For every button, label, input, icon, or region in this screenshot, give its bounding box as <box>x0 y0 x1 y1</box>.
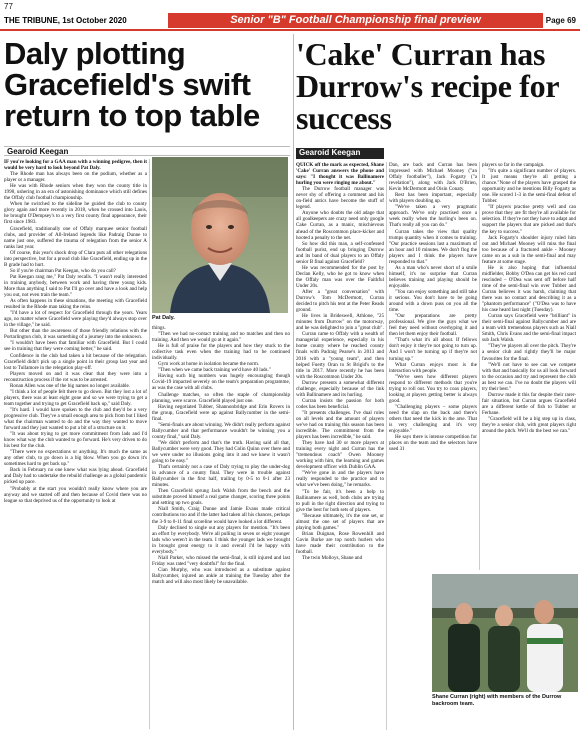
paragraph: Dan, are back and Curran has been impressed with Michael Mooney ("an Offaly footballer"), Jack Fogarty ("a revelation"), along with Jack O'Brien, Kevin McDermott and Oisin Conaty. <box>389 162 477 193</box>
paragraph: Back in February no one knew what was lying ahead. Gracefield and Daly had to undertake the rebuild challenge as a global pandemic picked up pace. <box>4 467 147 486</box>
paragraph: He was with Rhode seniors when they won the county title in 1998, ushering in an era of astonishing dominance which still defines the Offaly club football championship. <box>4 183 147 202</box>
paragraph: Durrow presents a somewhat different challenge, especially because of the link with Ballinamere and its hurling. <box>296 379 384 398</box>
paragraph: Challenge matches, so often the staple of championship planning, were scarce. Gracefield played just one. <box>152 391 290 404</box>
durrow-team-photo <box>432 574 578 692</box>
column-divider <box>149 159 150 729</box>
paragraph: Niall Parker, who missed the semi-final, is still injured and last Friday was rated "very doubtful" for the final. <box>152 554 290 567</box>
paragraph: Anyone who doubts the old adage that all goalkeepers are crazy need only google Cake Curran, as a manic, mischievous ahead of the Roscommon place-kicker and hooted a penalty to the net. <box>296 210 384 241</box>
paragraph: The Durrow football manager was never shy of offering a comment and his on-field antics have become the stuff of legend. <box>296 186 384 211</box>
masthead: THE TRIBUNE, 1st October 2020 <box>4 16 127 25</box>
header-rule <box>0 29 580 31</box>
paragraph: He is also hoping that influential midfielder, Bobby O'Dea can get his red card rescinded – O'Dea was sent off before half time of the semi-final win over Tubber and Curran believes it was harsh, claiming that there was no contact and describing it as a "phantom performance" ("O'Dea was to have his case heard last night (Tuesday). <box>482 264 576 314</box>
paragraph: The twin Molloys, Shane and <box>302 555 363 562</box>
paragraph: Curran came to Offaly with a wealth of managerial experience, especially in his home county where he reached county finals with Padraig Pearse's in 2013 and 2016 with a "young team", and then helped Fuerty Oran to St Brigid's to the title in 2017. More recently he has been with the Roscommon Under 20s. <box>296 331 384 380</box>
paragraph: "I'd have a lot of respect for Gracefield through the years. Years ago, no matter where Gracefield were playing they'd always stop over in the village," he said. <box>4 310 147 329</box>
paragraph: After a "great conversation" with Durrow's Tom McDermott, Curran decided to pitch his tent at the Peter Reads ground. <box>296 288 384 314</box>
paragraph: "We'll not have to see can we compete with that and basically for us all look forward to the occasion and try and represent the club as best we can. I've no doubt the players will try their best." <box>482 361 576 392</box>
right-byline: Gearoid Keegan <box>296 148 384 159</box>
section-banner: Senior "B" Football Championship final preview <box>168 13 543 28</box>
story-divider <box>293 34 294 730</box>
paragraph: Curran takes the view that quality trumps quantity when it comes to training. "Our practice sessions last a maximum of an hour and 10 minutes. We don't flog the players and I think the players have responded to that." <box>389 228 477 265</box>
paragraph: "Probably at the start you wouldn't really know where you are anyway and we started off and then because of Covid there was no league so that deprived us of the opportunity to look at <box>4 485 147 504</box>
paragraph: "Then we had no-contact training and no matches and then no training. And then we would go at it again." <box>152 331 290 344</box>
paragraph: "Then when we came back training we'd have 40 lads." <box>158 367 271 374</box>
paragraph: So if you're chairman Pat Keegan, who do you call? <box>10 267 116 274</box>
page-corner-number: 77 <box>4 2 13 11</box>
paragraph: "I wouldn't have been that familiar with Gracefield. But I could see in training that they were coming better," he said. <box>4 340 147 353</box>
paragraph: That's certainly not a case of Daly trying to play the under-dog in advance of a county final. They were in trouble against Ballycumber in the first half, trailing by 0-5 to 0-1 after 23 minutes. <box>152 464 290 489</box>
paragraph: IF you're looking for a GAA man with a winning pedigree, then it would be very hard to look beyond Pat Daly. <box>4 159 147 172</box>
paragraph: The Rhode man has always been on the podium, whether as a player or a manager. <box>4 171 147 184</box>
paragraph: Rest has been important, especially with players doubling up. <box>389 192 477 205</box>
paragraph: But other than the awareness of those friendly relations with the Portarlington club, it was something of a journey into the unknown. <box>4 328 147 341</box>
paragraph: Then Gracefield sprung Jack Walsh from the bench and the substitute proved himself a real game changer, scoring three points and setting up two goals. <box>152 488 290 507</box>
paragraph: As a man who's never short of a smile himself, it's no surprise that Curran believes training and playing should be enjoyable. <box>389 264 477 289</box>
left-photo-caption: Pat Daly. <box>152 315 175 321</box>
paragraph: He says there is intense competition for places on the team and the selectors have used 31 <box>389 434 477 453</box>
paragraph: "To be fair, it's been a help to Ballinamere as well, both clubs are trying to pull in the right direction and trying to give the best for both sets of players. <box>296 488 384 513</box>
right-column-1 <box>296 162 384 730</box>
left-column-1 <box>4 159 147 729</box>
paragraph: Niall Smith, Craig Dunne and Jamie Evans made critical contributions too and if the latter had taken all his chances, perhaps the 3-9 to 0-11 final scoreline would have looked a lot different. <box>152 506 290 525</box>
column-divider <box>479 162 480 570</box>
paragraph: "Gracefield will be a big step up in class, they're a senior club, with great players right around the pitch. We'll do the best we can." <box>482 415 576 435</box>
left-column-2 <box>152 325 290 729</box>
paragraph: Of course, this year's shock drop of Clara puts all other relegations into perspective, but for a proud club like Gracefield, ending up in the B grade had to hurt. <box>4 249 147 268</box>
paragraph: "We didn't perform and that's the truth. Having said all that, Ballycumber were very good. They had Colin Quinn over there and we were under no illusions going into it and we knew it wasn't going to be easy." <box>152 439 290 465</box>
paragraph: Confidence in the club had taken a hit because of the relegation. Gracefield didn't pick up a single point in their group last year and lost to Tullamore in the relegation play-off. <box>4 352 147 371</box>
paragraph: Curran says Gracefield were "brilliant" in their semi-final against Ballycumber and are a team with tremendous players such as Niall Smith, Chris Evans and the semi-final impact sub Jack Walsh. <box>482 313 576 344</box>
paragraph: They have had 30 or more players at training every night and Curran has the "tremendous coach" Owen Mooney working with him, the learning and games development officer with Dublin GAA. <box>296 440 384 471</box>
paragraph: What Curran enjoys most is the interaction with people. <box>389 361 477 374</box>
right-photo-caption: Shane Curran (right) with members of the Durrow backroom team. <box>432 694 562 707</box>
paragraph: "That's what it's all about. If fellows don't enjoy it they're not going to turn up. And I won't be turning up if they're not turning up." <box>389 337 477 362</box>
paragraph: "We've seen how different players respond to different methods that you're trying to roll out. You try to coax players, looking at players getting better is always good. <box>389 373 477 404</box>
paragraph: He was recommended for the post by Declan Kelly, who he got to know when the Offaly man was over the Faithful Under 20s. <box>296 264 384 289</box>
paragraph: "It's hard. I would have spoken to the club and they'd be a very progressive club. They've a small enough area to pick from but I liked what the chairman wanted to do and the way they wanted to move forward and they just wanted to put a bit of a structure on it. <box>4 406 147 432</box>
paragraph: Ronan Allen was one of the big names no longer available. <box>10 382 131 389</box>
paragraph: things. <box>152 325 166 331</box>
right-column-3 <box>482 162 576 570</box>
paragraph: "It presents challenges. I've dual roles on all levels and the amount of players we've had on training this season has been incredible. The commitment from the players has been incredible," he said. <box>296 409 384 441</box>
paragraph: Cian Murphy, who was introduced as a substitute against Ballycumber, injured an ankle at training the Tuesday after the match and will also most likely be unavailable. <box>152 566 290 585</box>
paragraph: "Semi-finals are about winning. We didn't really perform against Ballycumber and that performance wouldn't be winning you a county final," said Daly. <box>152 421 290 440</box>
paragraph: Durrow made it this far despite their rarer-fair situation, but Curran argues Gracefield are a different kettle of fish to Tubber or Ferbane. <box>482 391 576 416</box>
paragraph: "Our preparations are pretty professional. We give the guys what we feel they need without overhyping it and then let them enjoy their football. <box>389 313 477 338</box>
paragraph: QUICK off the mark as expected, Shane 'Cake' Curran answers the phone and says: "I thought it was Ballinamere hurling you were ringing me about." <box>296 162 384 187</box>
paragraph: Having negotiated Tubber, Shannonbridge and Erin Rovers in the group, Gracefield were up against Ballycumber in the semi-final. <box>152 403 290 422</box>
paragraph: As often happens in these situations, the meeting with Gracefield resulted in the Rhode man taking the reins. <box>4 298 147 311</box>
paragraph: "There were no expectations or anything. It's much the same as any other club, to go down is a big blow. When you go down it's sometimes hard to get back up." <box>4 449 147 468</box>
paragraph: He lives in Brideswell, Athlone, "25 minutes from Durrow" on the motorway, and he was delighted to join a "great club". <box>296 313 384 332</box>
paragraph: players so far in the campaign. <box>482 162 545 168</box>
left-headline: Daly plotting Gracefield's swift return to top table <box>4 36 260 133</box>
pat-daly-photo <box>152 157 288 313</box>
column-divider <box>386 162 387 730</box>
paragraph: "We've taken a very pragmatic approach. We've only practised once a week really when the hurling's been on. That's really all you can do." <box>389 204 477 229</box>
paragraph: "If players practise pretty well and can prove that they are fit they're all available for selection. If they're not they have to adapt and support the players that are picked and that's the key to success." <box>482 204 576 235</box>
paragraph: Players moved on and it was clear that they were into a reconstruction process if the rot was to be arrested. <box>4 370 147 383</box>
paragraph: Pat Keegan rang me," Pat Daly recalls. "I wasn't really interested in training anybody, between work and having three young kids. More than anything I said to Pat I'll go over and have a look and help you out, not even train the team." <box>4 273 147 299</box>
page-number: Page 69 <box>545 16 576 25</box>
right-headline: 'Cake' Curran has Durrow's recipe for success <box>296 36 559 136</box>
paragraph: "Because ultimately, it's the one set, or almost the one set of players that are playing both games." <box>296 512 384 531</box>
paragraph: When he switched to the sideline he guided the club to county glory again and more recently in 2018, when he crossed into Laois, he brought O'Dempsey's to a very first county final appearance, their first since 1983. <box>4 201 147 226</box>
paragraph: Daly declined to single out any players for mention. "It's been an effort by everybody. We're all pulling in seven or eight younger lads who weren't in the team. I think the younger lads we brought in brought great energy to it and overall I'd be happy with everybody." <box>152 524 290 555</box>
paragraph: He is full of praise for the players and how they stuck to the collective task even when the training had to be continued individually. <box>152 343 290 362</box>
paragraph: "I think a lot of people felt there to go down. But they lost a lot of players, there was at least eight gone and so we were trying to get a team together and trying to get Gracefield back up," said Daly. <box>4 388 147 407</box>
paragraph: "It's quite a significant number of players. It just means they're all getting a chance."None of the players have grasped the opportunity and he mentions Billy Fogarty as one. He scored 1-3 in the semi-final defeat of Tubber. <box>482 168 576 205</box>
left-byline: Gearoid Keegan <box>4 146 290 156</box>
paragraph: "We've gone in and the players have really responded to the practice and to what we've been doing," he remarks. <box>296 470 384 489</box>
paragraph: Having such big numbers was hugely encouraging though Covid-19 impacted severely on the team's preparation programme, as was the case with all clubs. <box>152 373 290 392</box>
paragraph: "They've players all over the pitch. They're a senior club and rightly they'll be major favourites for the final. <box>482 343 576 362</box>
paragraph: Gracefield, traditionally one of Offaly marquee senior football clubs, and provider of All-Ireland legends like Padraig Dunne to name just one, suffered the trauma of relegation from the senior A ranks last year. <box>4 225 147 250</box>
paragraph: "It was about trying to get more commitment from lads and I'd know what way the club wanted to go forward. He's very driven to do his best for the club. <box>4 431 147 450</box>
paragraph: Jack Fogarty's shoulder injury ruled him out and Michael Mooney will miss the final too because of a fractured ankle - Mooney came on as a sub in the semi-final and may feature at some stage. <box>482 234 576 265</box>
paragraph: "Challenging players – some players need the slap on the back and there's others that need the kick in the arse. That is very challenging and it's very enjoyable." <box>389 403 477 435</box>
paragraph: Gym work at home in isolation became the norm. <box>158 361 260 368</box>
paragraph: So how did this man, a self-confessed football purist, end up bringing Durrow and its band of dual players to an Offaly senior B final against Gracefield? <box>296 240 384 265</box>
paragraph: Curran insists the passion for both codes has been beneficial. <box>296 397 384 410</box>
paragraph: Brian Duignan, Rose Rowenhill and Gavin Burke are top notch hurlers who have made their contribution to the football. <box>296 530 384 555</box>
paragraph: "You can enjoy something and still take it serious. You don't have to be going around with a down puss on you all the time. <box>389 288 477 314</box>
